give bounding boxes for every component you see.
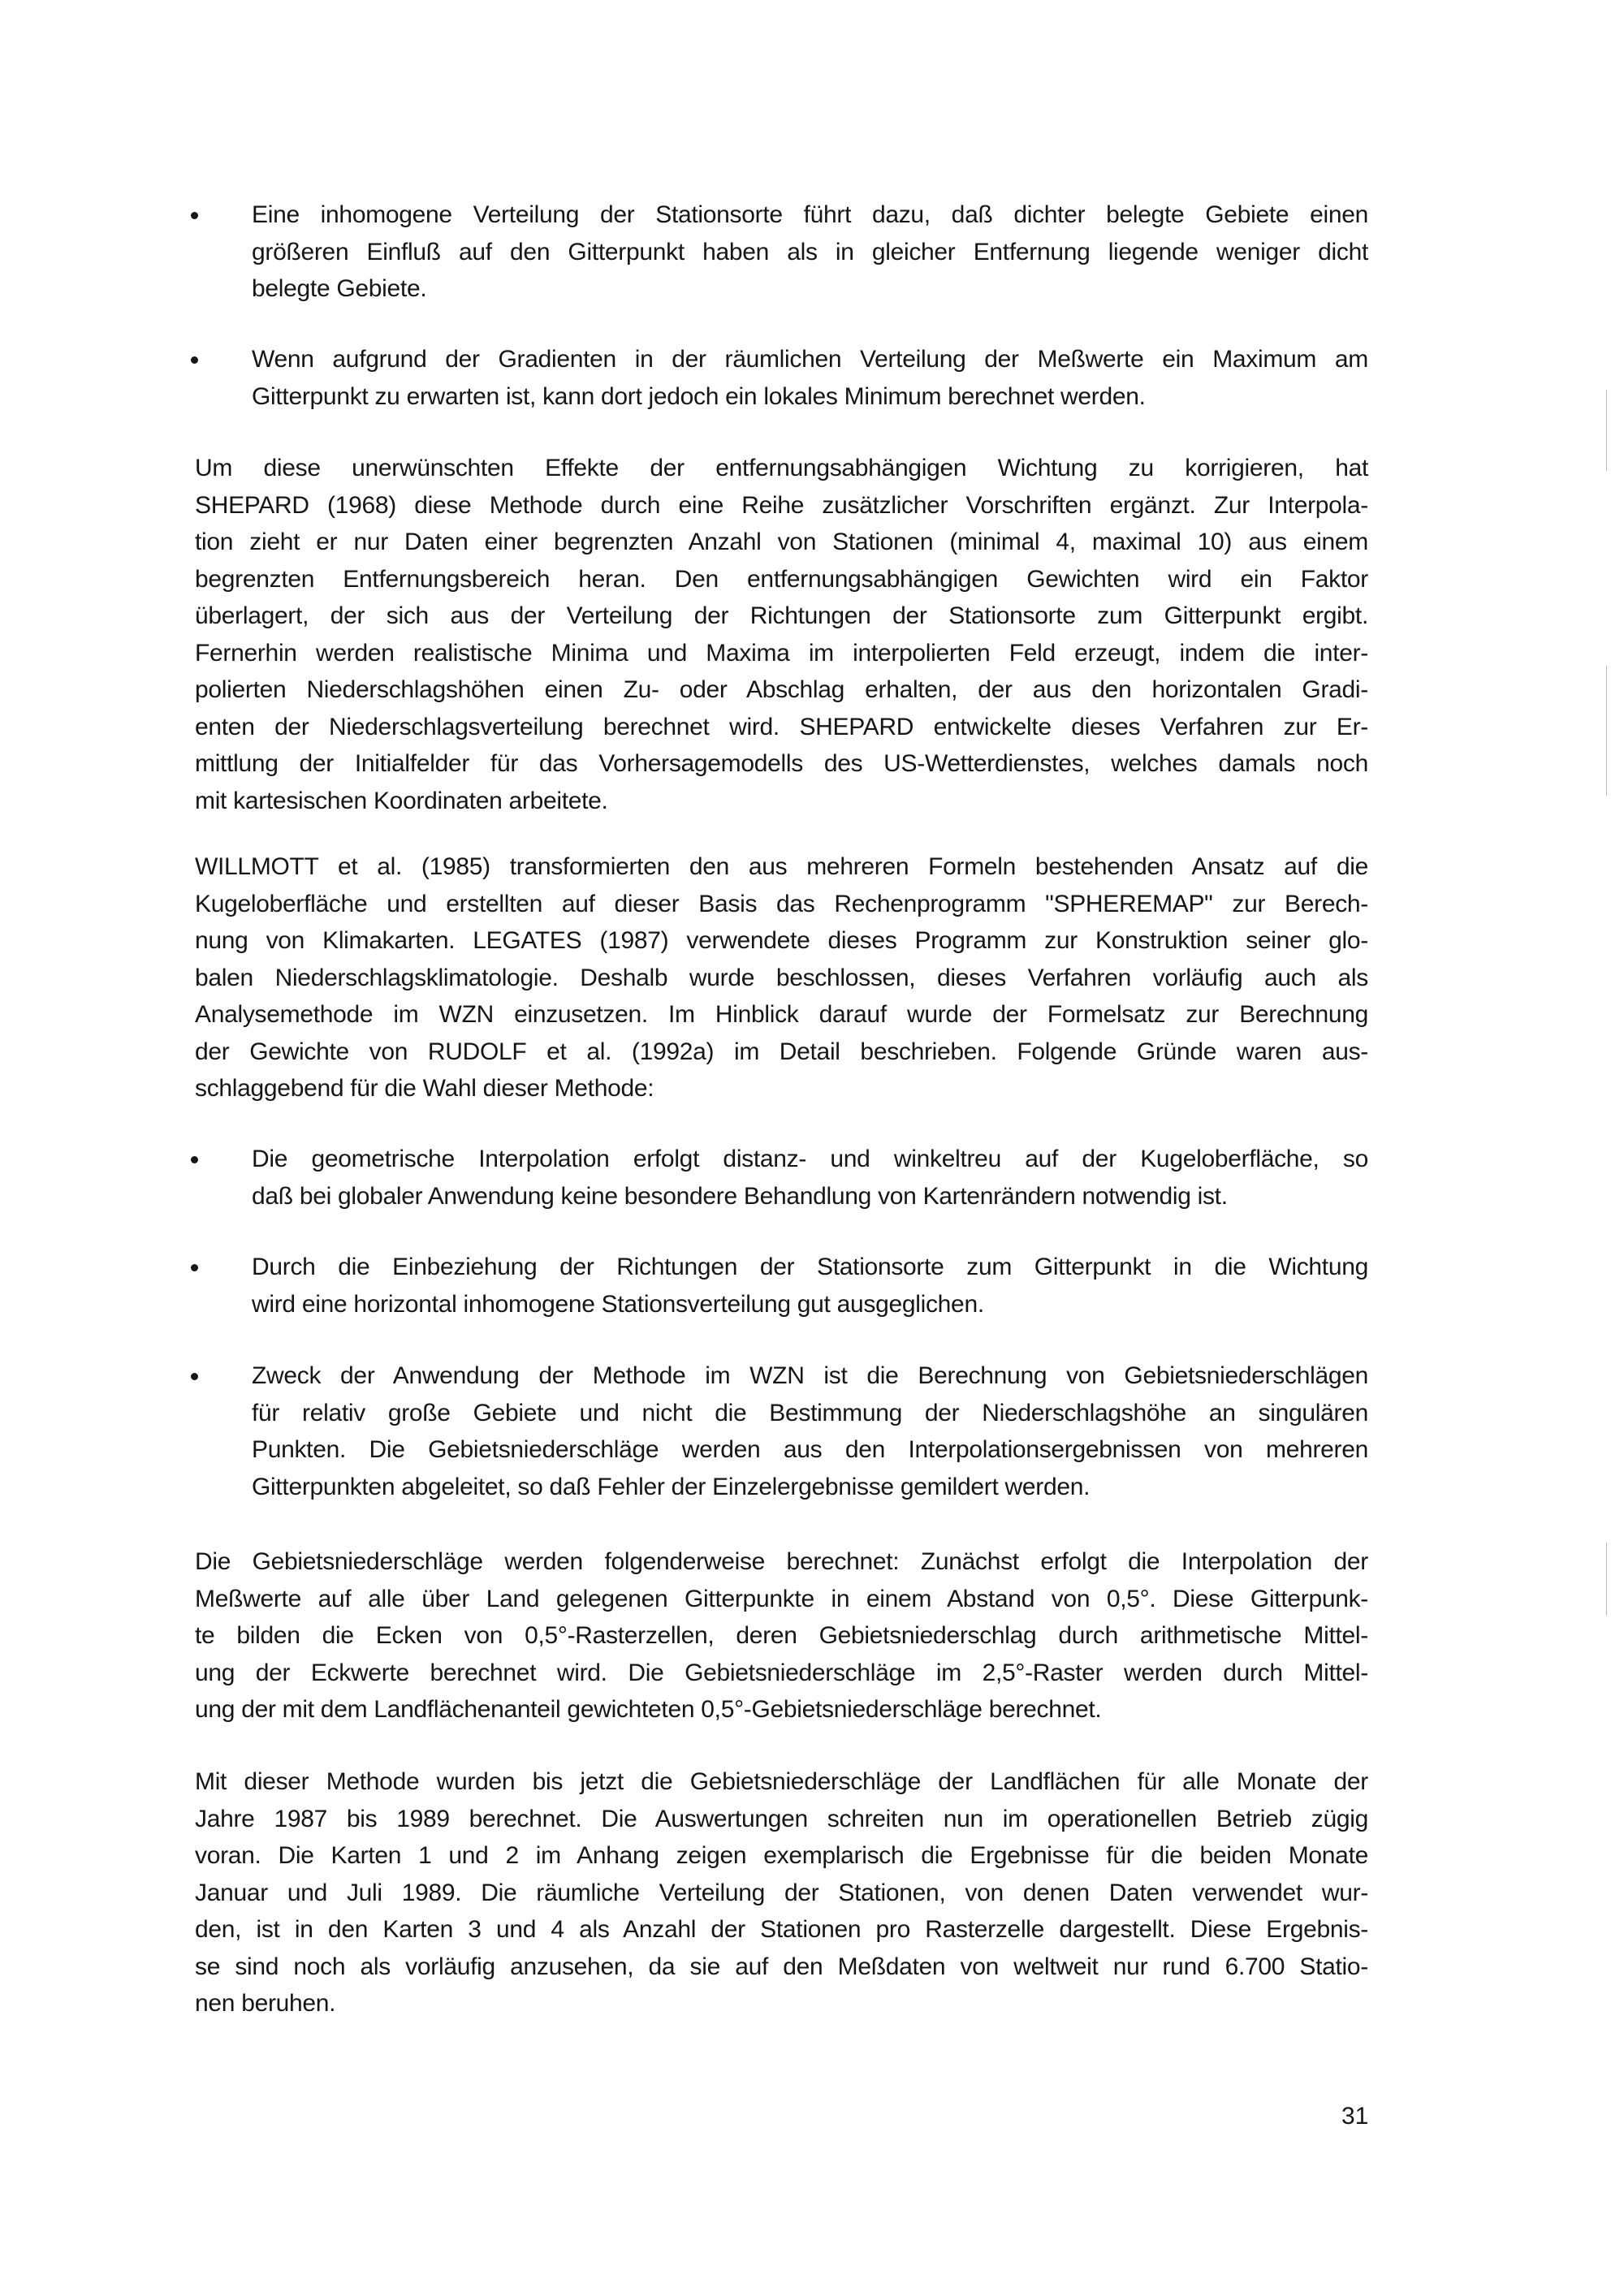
text-line: belegte Gebiete. (252, 275, 427, 302)
scan-artifact-line (1606, 666, 1607, 796)
text-line: ung der Eckwerte berechnet wird. Die Gebietsniederschläge im 2,5°-Raster werden durch Mittel- (195, 1659, 1368, 1686)
paragraph (195, 450, 1368, 819)
text-line: Fernerhin werden realistische Minima und Maxima im interpolierten Feld erzeugt, indem die inter- (195, 639, 1368, 667)
paragraph (195, 1543, 1368, 1728)
text-line: Mit dieser Methode wurden bis jetzt die Gebietsniederschläge der Landflächen für alle Monate der (195, 1768, 1368, 1795)
text-line: Um diese unerwünschten Effekte der entfernungsabhängigen Wichtung zu korrigieren, hat (195, 455, 1368, 481)
text-line: mit kartesischen Koordinaten arbeitete. (195, 787, 608, 814)
text-line: Januar und Juli 1989. Die räumliche Verteilung der Stationen, von denen Daten verwendet wur- (195, 1879, 1368, 1906)
text-line: wird eine horizontal inhomogene Stationsverteilung gut ausgeglichen. (252, 1290, 984, 1318)
text-line: Eine inhomogene Verteilung der Stationsorte führt dazu, daß dichter belegte Gebiete einen (252, 201, 1368, 228)
text-line: Kugeloberfläche und erstellten auf dieser Basis das Rechenprogramm "SPHEREMAP" zur Berech- (195, 890, 1368, 917)
text-line: Punkten. Die Gebietsniederschläge werden aus den Interpolationsergebnissen von mehreren (252, 1436, 1368, 1463)
text-line: Durch die Einbeziehung der Richtungen der Stationsorte zum Gitterpunkt in die Wichtung (252, 1254, 1368, 1280)
text-line: ung der mit dem Landflächenanteil gewichteten 0,5°-Gebietsniederschläge berechnet. (195, 1696, 1102, 1723)
text-line: den, ist in den Karten 3 und 4 als Anzahl der Stationen pro Rasterzelle dargestellt. Diese Ergebnis- (195, 1916, 1368, 1943)
text-line: balen Niederschlagsklimatologie. Deshalb wurde beschlossen, dieses Verfahren vorläufig auch als (195, 964, 1368, 991)
bullet-item (252, 196, 1368, 308)
text-line: der Gewichte von RUDOLF et al. (1992a) im Detail beschrieben. Folgende Gründe waren aus- (195, 1038, 1368, 1065)
text-line: mittlung der Initialfelder für das Vorhersagemodells des US-Wetterdienstes, welches damals noch (195, 750, 1368, 777)
bullet-item (252, 341, 1368, 415)
bullet-icon (191, 1373, 198, 1380)
text-line: für relativ große Gebiete und nicht die Bestimmung der Niederschlagshöhe an singulären (252, 1399, 1368, 1426)
text-line: daß bei globaler Anwendung keine besondere Behandlung von Kartenrändern notwendig ist. (252, 1182, 1228, 1210)
bullet-icon (191, 1264, 198, 1271)
text-line: Gitterpunkten abgeleitet, so daß Fehler der Einzelergebnisse gemildert werden. (252, 1473, 1091, 1500)
text-line: tion zieht er nur Daten einer begrenzten Anzahl von Stationen (minimal 4, maximal 10) aus einem (195, 529, 1368, 555)
scan-artifact-line (1606, 1543, 1607, 1616)
text-line: Die geometrische Interpolation erfolgt distanz- und winkeltreu auf der Kugeloberfläche, so (252, 1146, 1368, 1172)
text-line: Meßwerte auf alle über Land gelegenen Gitterpunkte in einem Abstand von 0,5°. Diese Gitterpunk- (195, 1585, 1368, 1612)
text-line: Jahre 1987 bis 1989 berechnet. Die Auswertungen schreiten nun im operationellen Betrieb zügig (195, 1805, 1368, 1832)
text-line: überlagert, der sich aus der Verteilung der Richtungen der Stationsorte zum Gitterpunkt ergibt. (195, 602, 1368, 629)
text-line: WILLMOTT et al. (1985) transformierten den aus mehreren Formeln bestehenden Ansatz auf die (195, 853, 1368, 880)
text-line: nen beruhen. (195, 1990, 336, 2017)
text-line: größeren Einfluß auf den Gitterpunkt haben als in gleicher Entfernung liegende weniger dicht (252, 238, 1368, 265)
paragraph (195, 1763, 1368, 2022)
text-line: SHEPARD (1968) diese Methode durch eine Reihe zusätzlicher Vorschriften ergänzt. Zur Interpola- (195, 491, 1368, 519)
text-line: Zweck der Anwendung der Methode im WZN ist die Berechnung von Gebietsniederschlägen (252, 1362, 1368, 1389)
text-line: begrenzten Entfernungsbereich heran. Den entfernungsabhängigen Gewichten wird ein Faktor (195, 565, 1368, 593)
bullet-item (252, 1249, 1368, 1323)
scan-artifact-line (1606, 390, 1607, 471)
bullet-icon (191, 212, 198, 219)
text-line: te bilden die Ecken von 0,5°-Rasterzellen, deren Gebietsniederschlag durch arithmetische Mittel- (195, 1622, 1368, 1649)
text-line: Die Gebietsniederschläge werden folgenderweise berechnet: Zunächst erfolgt die Interpolation der (195, 1548, 1368, 1575)
text-line: schlaggebend für die Wahl dieser Methode: (195, 1075, 654, 1102)
paragraph (195, 848, 1368, 1107)
text-line: voran. Die Karten 1 und 2 im Anhang zeigen exemplarisch die Ergebnisse für die beiden Monate (195, 1842, 1368, 1869)
bullet-item (252, 1141, 1368, 1215)
text-line: se sind noch als vorläufig anzusehen, da sie auf den Meßdaten von weltweit nur rund 6.700 Statio- (195, 1953, 1368, 1980)
bullet-item (252, 1357, 1368, 1505)
bullet-icon (191, 1156, 198, 1163)
text-line: Analysemethode im WZN einzusetzen. Im Hinblick darauf wurde der Formelsatz zur Berechnung (195, 1001, 1368, 1028)
text-line: nung von Klimakarten. LEGATES (1987) verwendete dieses Programm zur Konstruktion seiner glo- (195, 927, 1368, 954)
text-line: polierten Niederschlagshöhen einen Zu- oder Abschlag erhalten, der aus den horizontalen Gradi- (195, 676, 1368, 703)
text-line: Gitterpunkt zu erwarten ist, kann dort jedoch ein lokales Minimum berechnet werden. (252, 382, 1146, 410)
text-line: Wenn aufgrund der Gradienten in der räumlichen Verteilung der Meßwerte ein Maximum am (252, 346, 1368, 373)
text-line: enten der Niederschlagsverteilung berechnet wird. SHEPARD entwickelte dieses Verfahren zur Er- (195, 713, 1368, 740)
page-number: 31 (1341, 2103, 1369, 2130)
bullet-icon (191, 356, 198, 364)
